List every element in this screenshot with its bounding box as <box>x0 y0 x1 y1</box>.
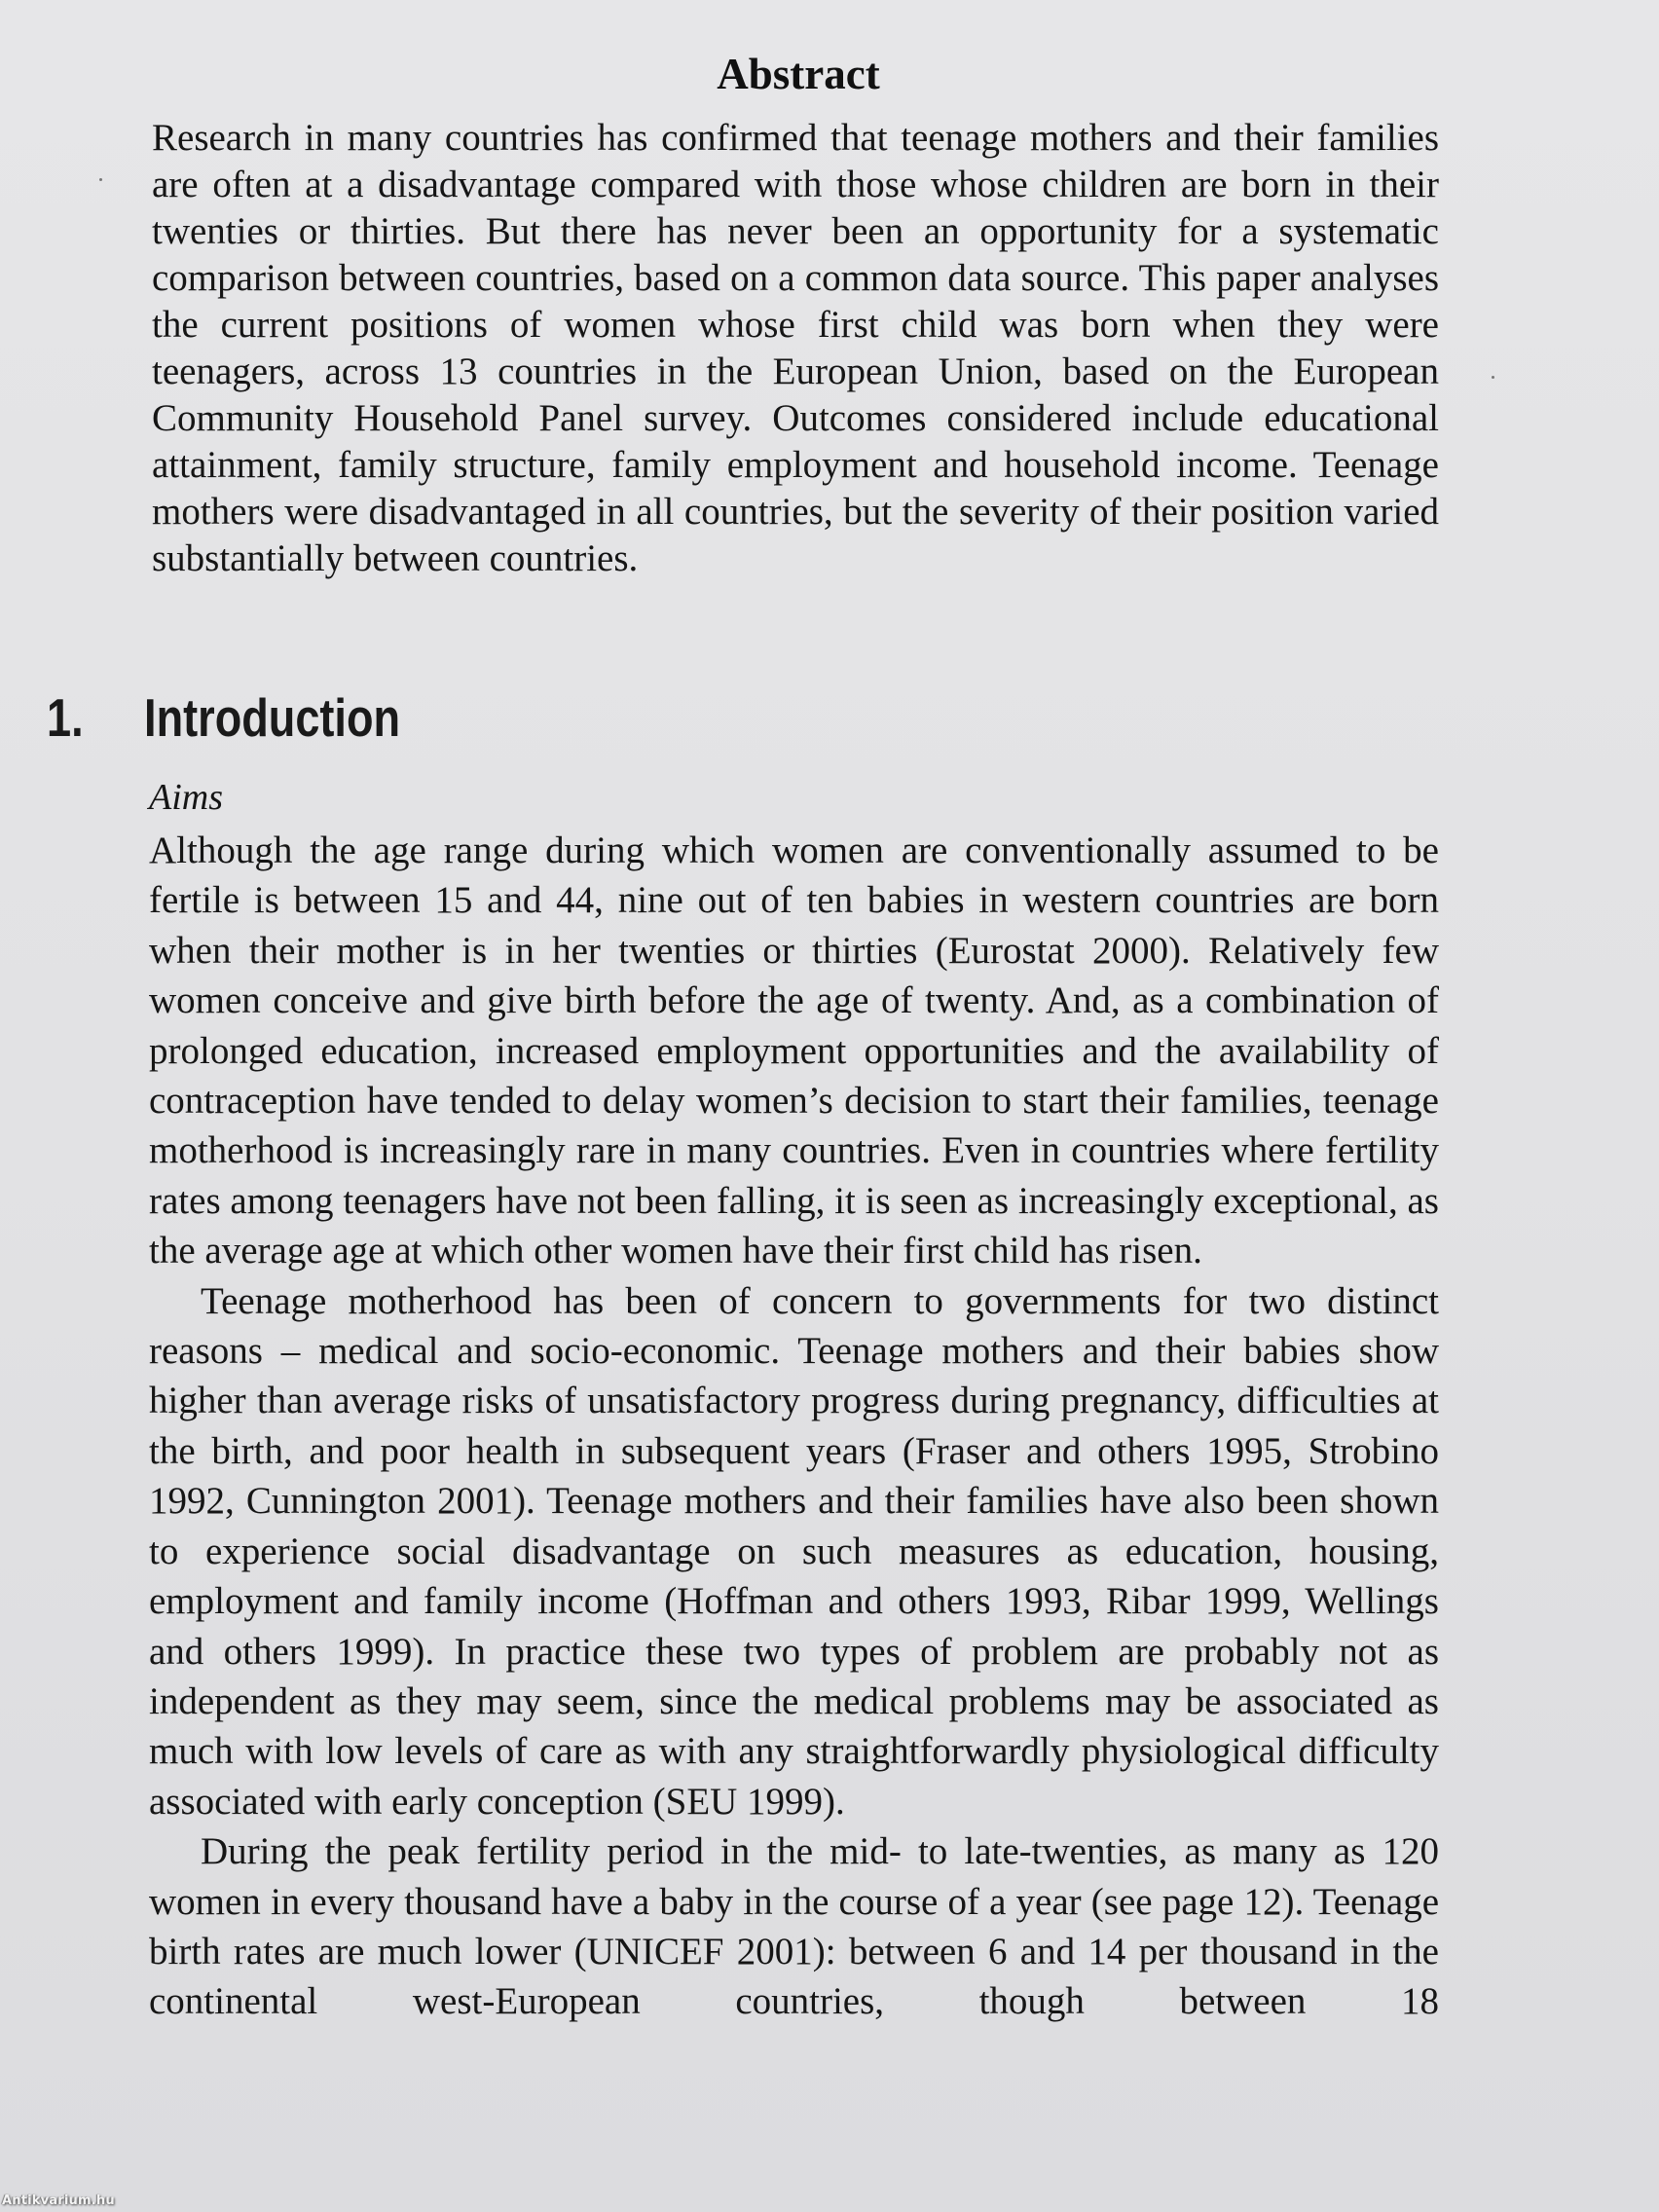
margin-speck <box>99 178 102 181</box>
margin-speck <box>1492 376 1494 379</box>
watermark-logo: Antikvarium.hu <box>2 2194 115 2208</box>
subheading-aims: Aims <box>149 777 223 818</box>
section-number: 1. <box>47 687 84 748</box>
introduction-body <box>149 826 1439 2027</box>
paragraph: Teenage motherhood has been of concern to governments for two distinct reasons – medical and socio-economic. Teenage mothers and their babies show higher than average risks of unsatisfactory progress during pregnancy, difficulties at the birth, and poor health in subsequent years (Fraser and others 1995, Strobino 1992, Cunnington 2001). Teenage mothers and their families have also been shown to experience social disadvantage on such measures as education, housing, employment and family income (Hoffman and others 1993, Ribar 1999, Wellings and others 1999). In practice these two types of problem are probably not as independent as they may seem, since the medical problems may be associated as much with low levels of care as with any straightforwardly physiological difficulty associated with early conception (SEU 1999). <box>149 1279 1439 1823</box>
abstract-text: Research in many countries has confirmed that teenage mothers and their families are often at a disadvantage compared with those whose children are born in their twenties or thirties. But there has never been an opportunity for a systematic comparison between countries, based on a common data source. This paper analyses the current positions of women whose first child was born when they were teenagers, across 13 countries in the European Union, based on the European Community Household Panel survey. Outcomes considered include educational attainment, family structure, family employment and household income. Teenage mothers were disadvantaged in all countries, but the severity of their position varied substantially between countries. <box>152 117 1439 579</box>
paragraph: During the peak fertility period in the mid- to late-twenties, as many as 120 women in every thousand have a baby in the course of a year (see page 12). Teenage birth rates are much lower (UNICEF 2001): between 6 and 14 per thousand in the continental west-European countries, though between 18 <box>149 1830 1439 2023</box>
abstract-title: Abstract <box>717 50 880 98</box>
section-title: Introduction <box>144 687 401 748</box>
section-heading <box>47 685 400 750</box>
paragraph: Although the age range during which women are conventionally assumed to be fertile is between 15 and 44, nine out of ten babies in western countries are born when their mother is in her twenties or thirties (Eurostat 2000). Relatively few women conceive and give birth before the age of twenty. And, as a combination of prolonged education, increased employment opportunities and the availability of contraception have tended to delay women’s decision to start their families, teenage motherhood is increasingly rare in many countries. Even in countries where fertility rates among teenagers have not been falling, it is seen as increasingly exceptional, as the average age at which other women have their first child has risen. <box>149 830 1439 1272</box>
